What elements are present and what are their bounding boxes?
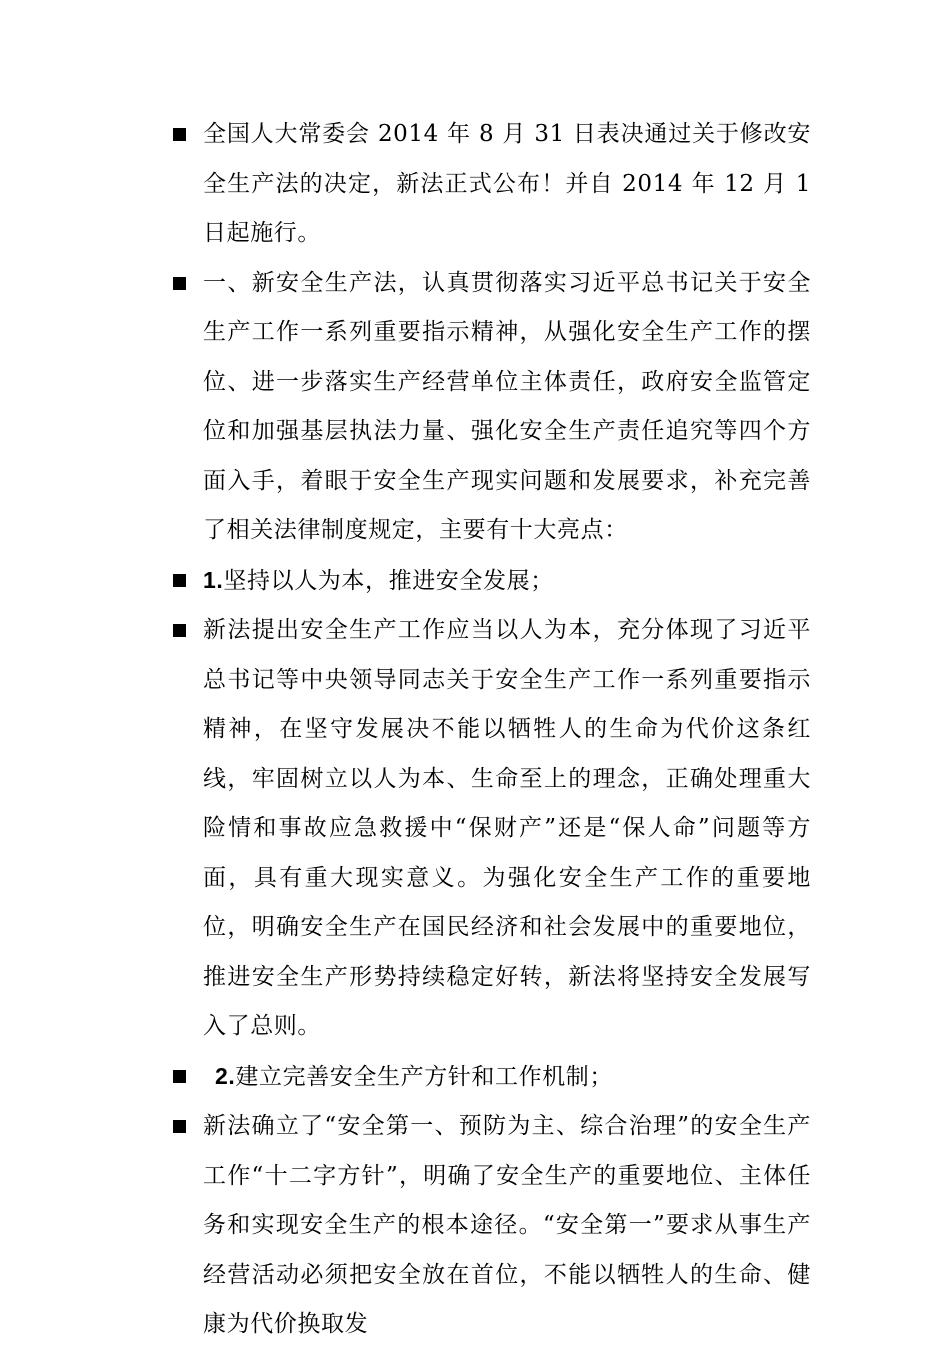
- paragraph-text: 一、新安全生产法，认真贯彻落实习近平总书记关于安全生产工作一系列重要指示精神，从强化安全生产工作的摆位、进一步落实生产经营单位主体责任，政府安全监管定位和加强基层执法力量、强化安全生产责任追究等四个方面入手，着眼于安全生产现实问题和发展要求，补充完善了相关法律制度规定，主要有十大亮点：: [203, 269, 811, 543]
- paragraph-text: 全国人大常委会 2014 年 8 月 31 日表决通过关于修改安全生产法的决定，新法正式公布！并自 2014 年 12 月 1 日起施行。: [203, 121, 811, 246]
- heading-text: 坚持以人为本，推进安全发展；: [223, 567, 554, 594]
- square-bullet-icon: [173, 1120, 186, 1133]
- document-page: [0, 110, 950, 1350]
- square-bullet-icon: [173, 128, 186, 141]
- square-bullet-icon: [173, 624, 186, 637]
- paragraph-point-1-body: [0, 606, 811, 1052]
- heading-point-1: [0, 556, 811, 607]
- paragraph-text: 新法提出安全生产工作应当以人为本，充分体现了习近平总书记等中央领导同志关于安全生产工作一系列重要指示精神，在坚守发展决不能以牺牲人的生命为代价这条红线，牢固树立以人为本、生命至上的理念，正确处理重大险情和事故应急救援中“保财产”还是“保人命”问题等方面，具有重大现实意义。为强化安全生产工作的重要地位，明确安全生产在国民经济和社会发展中的重要地位，推进安全生产形势持续稳定好转，新法将坚持安全发展写入了总则。: [203, 617, 811, 1039]
- paragraph-overview: [0, 259, 811, 556]
- square-bullet-icon: [173, 1070, 186, 1083]
- point-number: 2.: [215, 1062, 236, 1089]
- paragraph-law-passed: [0, 110, 811, 259]
- paragraph-text: 新法确立了“安全第一、预防为主、综合治理”的安全生产工作“十二字方针”，明确了安全生产的重要地位、主体任务和实现安全生产的根本途径。“安全第一”要求从事生产经营活动必须把安全放在首位，不能以牺牲人的生命、健康为代价换取发: [203, 1113, 811, 1337]
- heading-text: 建立完善安全生产方针和工作机制；: [235, 1063, 613, 1090]
- heading-wrap: [203, 1064, 613, 1090]
- heading-point-2: [0, 1052, 811, 1103]
- paragraph-point-2-body: [0, 1102, 811, 1350]
- point-number: 1.: [203, 566, 224, 593]
- square-bullet-icon: [173, 574, 186, 587]
- square-bullet-icon: [173, 277, 186, 290]
